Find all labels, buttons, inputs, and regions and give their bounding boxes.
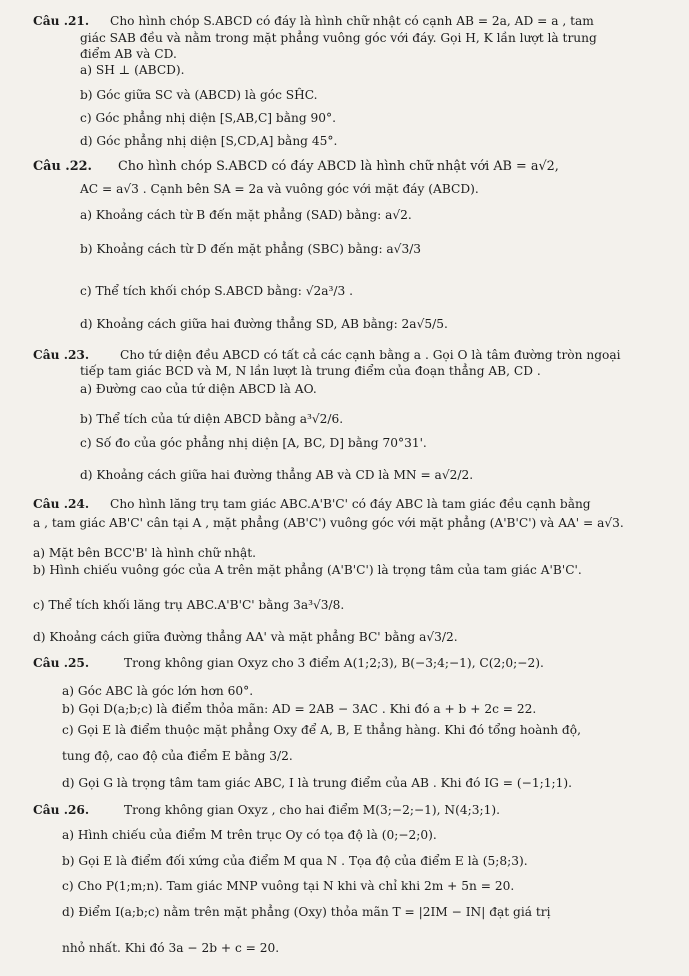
question-24-item-c: c) Thể tích khối lăng trụ ABC.A'B'C' bằng 3a³√3/8. (33, 598, 345, 612)
question-23-number: Câu .23. (33, 348, 90, 362)
question-21-item-a: a) SH ⊥ (ABCD). (80, 63, 185, 77)
question-21-number: Câu .21. (33, 14, 90, 28)
question-23-item-a: a) Đường cao của tứ diện ABCD là AO. (80, 382, 317, 396)
question-24-item-d: d) Khoảng cách giữa đường thẳng AA' và mặt phẳng BC' bằng a√3/2. (33, 630, 458, 644)
question-22-item-d: d) Khoảng cách giữa hai đường thẳng SD, AB bằng: 2a√5/5. (80, 317, 448, 331)
question-26-item-d: d) Điểm I(a;b;c) nằm trên mặt phẳng (Oxy) thỏa mãn T = |2IM − IN| đạt giá trị (62, 905, 551, 919)
question-22-item-c: c) Thể tích khối chóp S.ABCD bằng: √2a³/3 . (80, 284, 354, 298)
question-22-item-b: b) Khoảng cách từ D đến mặt phẳng (SBC) bằng: a√3/3 (80, 242, 422, 256)
question-21-item-c: c) Góc phẳng nhị diện [S,AB,C] bằng 90°. (80, 111, 336, 125)
question-26-item-a: a) Hình chiếu của điểm M trên trục Oy có tọa độ là (0;−2;0). (62, 828, 437, 842)
question-23-stem-line-1: Cho tứ diện đều ABCD có tất cả các cạnh bằng a . Gọi O là tâm đường tròn ngoại (120, 348, 621, 362)
question-25-item-b: b) Gọi D(a;b;c) là điểm thỏa mãn: AD = 2AB − 3AC . Khi đó a + b + 2c = 22. (62, 702, 537, 716)
question-23-item-d: d) Khoảng cách giữa hai đường thẳng AB và CD là MN = a√2/2. (80, 468, 474, 482)
question-26-number: Câu .26. (33, 803, 90, 817)
question-24-stem-line-2: a , tam giác AB'C' cân tại A , mặt phẳng (AB'C') vuông góc với mặt phẳng (A'B'C') và AA' = a√3. (33, 516, 624, 530)
question-26-item-c: c) Cho P(1;m;n). Tam giác MNP vuông tại N khi và chỉ khi 2m + 5n = 20. (62, 879, 515, 893)
question-25-item-c: c) Gọi E là điểm thuộc mặt phẳng Oxy để A, B, E thẳng hàng. Khi đó tổng hoành độ, (62, 723, 581, 737)
question-24-stem-line-1: Cho hình lăng trụ tam giác ABC.A'B'C' có đáy ABC là tam giác đều cạnh bằng (110, 497, 591, 511)
question-21-stem-line-2: giác SAB đều và nằm trong mặt phẳng vuông góc với đáy. Gọi H, K lần lượt là trung (80, 31, 597, 45)
question-23-stem-line-2: tiếp tam giác BCD và M, N lần lượt là trung điểm của đoạn thẳng AB, CD . (80, 364, 541, 378)
question-22-stem-line-1: Cho hình chóp S.ABCD có đáy ABCD là hình chữ nhật với AB = a√2, (118, 159, 559, 174)
question-21-stem-line-3: điểm AB và CD. (80, 47, 177, 61)
question-26-item-d-cont: nhỏ nhất. Khi đó 3a − 2b + c = 20. (62, 941, 280, 955)
question-25-number: Câu .25. (33, 656, 90, 670)
question-25-item-c-cont: tung độ, cao độ của điểm E bằng 3/2. (62, 749, 293, 763)
question-24-number: Câu .24. (33, 497, 90, 511)
question-22-number: Câu .22. (33, 159, 92, 174)
question-24-item-a: a) Mặt bên BCC'B' là hình chữ nhật. (33, 546, 257, 560)
question-21-item-d: d) Góc phẳng nhị diện [S,CD,A] bằng 45°. (80, 134, 338, 148)
question-24-item-b: b) Hình chiếu vuông góc của A trên mặt phẳng (A'B'C') là trọng tâm của tam giác A'B'C'. (33, 563, 582, 577)
question-25-stem-line-1: Trong không gian Oxyz cho 3 điểm A(1;2;3), B(−3;4;−1), C(2;0;−2). (124, 656, 544, 670)
question-21-item-b: b) Góc giữa SC và (ABCD) là góc SĤC. (80, 88, 318, 102)
question-23-item-b: b) Thể tích của tứ diện ABCD bằng a³√2/6. (80, 412, 344, 426)
question-26-stem-line-1: Trong không gian Oxyz , cho hai điểm M(3;−2;−1), N(4;3;1). (124, 803, 500, 817)
question-22-stem-line-2: AC = a√3 . Cạnh bên SA = 2a và vuông góc với mặt đáy (ABCD). (80, 182, 479, 196)
question-23-item-c: c) Số đo của góc phẳng nhị diện [A, BC, D] bằng 70°31'. (80, 436, 427, 450)
question-21-stem-line-1: Cho hình chóp S.ABCD có đáy là hình chữ nhật có cạnh AB = 2a, AD = a , tam (110, 14, 594, 28)
question-22-item-a: a) Khoảng cách từ B đến mặt phẳng (SAD) bằng: a√2. (80, 208, 412, 222)
question-26-item-b: b) Gọi E là điểm đối xứng của điểm M qua N . Tọa độ của điểm E là (5;8;3). (62, 854, 528, 868)
question-25-item-a: a) Góc ABC là góc lớn hơn 60°. (62, 684, 254, 698)
question-25-item-d: d) Gọi G là trọng tâm tam giác ABC, I là trung điểm của AB . Khi đó IG = (−1;1;1). (62, 776, 572, 790)
